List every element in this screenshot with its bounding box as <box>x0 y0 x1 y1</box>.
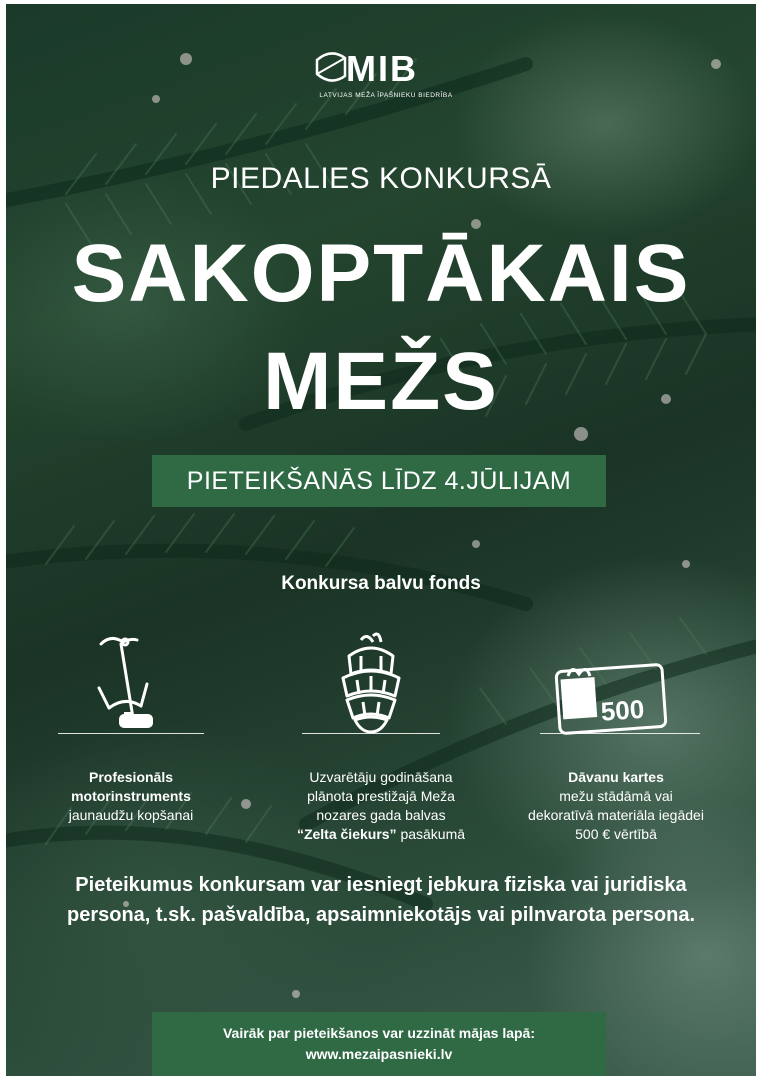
gift-card-icon <box>546 626 686 736</box>
eligibility-line-1: Pieteikumus konkursam var iesniegt jebkura fiziska vai juridiska <box>75 874 687 896</box>
mib-logo <box>306 46 466 106</box>
prize-3-line-2: mežu stādāmā vai <box>559 788 673 804</box>
footer-info-text: Vairāk par pieteikšanos var uzzināt mājas lapā: <box>222 1025 536 1041</box>
prize-2-divider <box>302 733 440 734</box>
prize-3-line-4: 500 € vērtībā <box>575 826 657 842</box>
eligibility-statement <box>26 870 736 930</box>
prize-3-line-1: Dāvanu kartes <box>568 769 664 785</box>
prize-1-line-1: Profesionāls <box>88 769 174 785</box>
prize-2-line-1: Uzvarētāju godināšana <box>309 769 453 785</box>
zelta-ciekurs-award-name: “Zelta čiekurs” <box>296 826 397 842</box>
prize-2-line-2: plānota prestižajā Meža <box>307 788 455 804</box>
gift-card-amount: 500 <box>599 693 646 727</box>
logo-name: MIB <box>346 48 418 89</box>
prize-3-description <box>511 768 721 844</box>
title-line-2: MEŽS <box>263 336 499 427</box>
deadline-text: PIETEIKŠANĀS LĪDZ 4.JŪLIJAM <box>186 466 572 495</box>
prize-1-line-3: jaunaudžu kopšanai <box>68 807 194 823</box>
poster <box>6 4 756 1076</box>
prize-2-description <box>276 768 486 844</box>
prize-2-line-3: nozares gada balvas <box>316 807 446 823</box>
eligibility-line-2: persona, t.sk. pašvaldība, apsaimniekotājs vai pilnvarota persona. <box>66 904 696 926</box>
deadline-banner <box>152 455 606 507</box>
prize-fund-heading: Konkursa balvu fonds <box>281 573 481 594</box>
mib-logo-mark-icon <box>314 50 348 84</box>
brush-cutter-icon <box>61 626 201 736</box>
pine-cone-icon <box>301 626 441 736</box>
prize-1-description <box>26 768 236 825</box>
prize-3-line-3: dekoratīvā materiāla iegādei <box>528 807 704 823</box>
title-line-1: SAKOPTĀKAIS <box>71 228 691 319</box>
logo-subtitle: LATVIJAS MEŽA ĪPAŠNIEKU BIEDRĪBA <box>319 92 453 99</box>
footer-banner <box>152 1012 606 1076</box>
prize-2-line-4-rest: pasākumā <box>396 826 466 842</box>
prize-1-divider <box>58 733 204 734</box>
prize-2-line-4 <box>276 825 486 844</box>
invite-line: PIEDALIES KONKURSĀ <box>210 162 552 195</box>
prize-3-divider <box>540 733 700 734</box>
prize-1-line-2: motorinstruments <box>71 788 191 804</box>
website-link[interactable]: www.mezaipasnieki.lv <box>305 1046 453 1062</box>
